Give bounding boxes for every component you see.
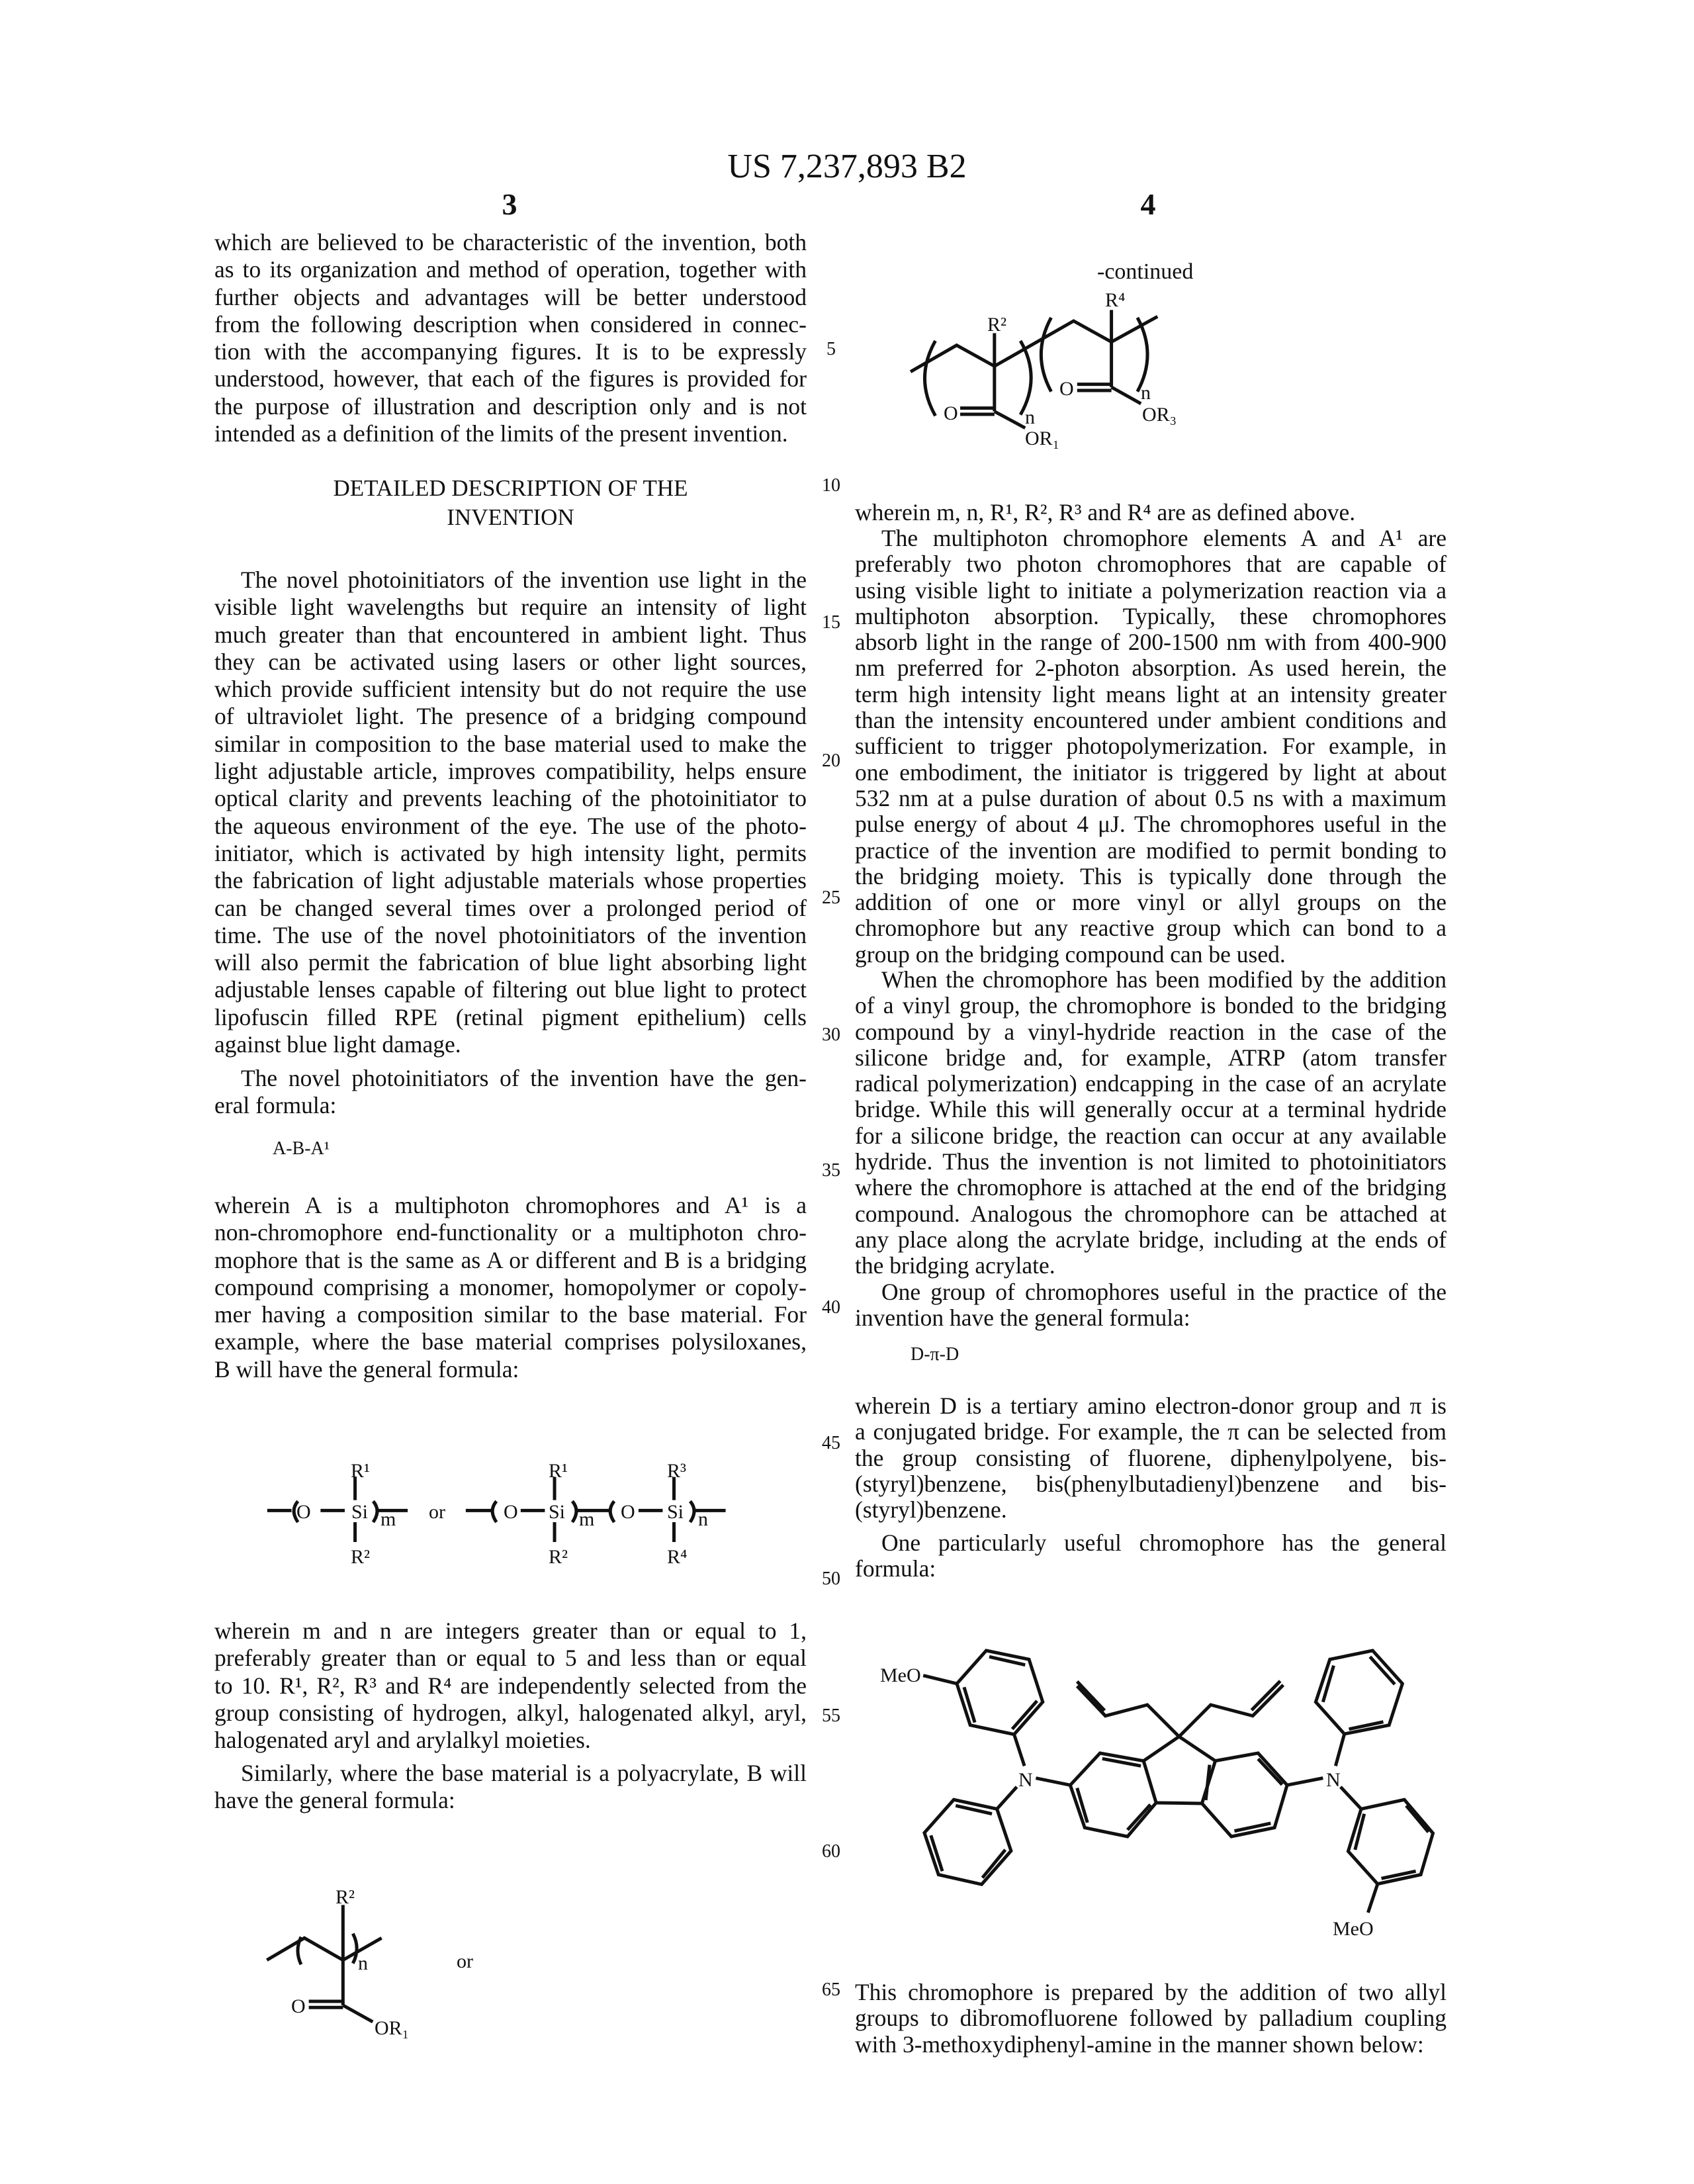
or-label: or <box>429 1501 445 1523</box>
text-line: the fabrication of light adjustable materials whose properties <box>214 867 807 894</box>
subscript-n: n <box>1141 382 1151 404</box>
text-line: will also permit the fabrication of blue light absorbing light <box>214 949 807 976</box>
text-line: The novel photoinitiators of the invention have the gen- <box>214 1065 807 1092</box>
silicon-label: Si <box>549 1501 565 1523</box>
line-number: 45 <box>811 1433 851 1454</box>
line-number: 25 <box>811 887 851 909</box>
silicon-label: Si <box>667 1501 684 1523</box>
section-heading <box>214 474 807 532</box>
text-line: time. The use of the novel photoinitiators of the invention <box>214 922 807 949</box>
text-line: practice of the invention are modified to permit bonding to <box>855 838 1447 864</box>
paragraph-photoinitiators <box>214 567 807 1058</box>
subscript-n: n <box>698 1508 708 1530</box>
text-line: optical clarity and prevents leaching of the photoinitiator to <box>214 785 807 812</box>
line-number: 10 <box>811 475 851 496</box>
line-number: 15 <box>811 612 851 633</box>
subscript-m: m <box>380 1508 396 1530</box>
text-line: wherein m, n, R¹, R², R³ and R⁴ are as defined above. <box>855 500 1447 525</box>
line-number: 40 <box>811 1297 851 1318</box>
text-line: wherein D is a tertiary amino electron-donor group and π is <box>855 1393 1447 1419</box>
text-line: groups to dibromofluorene followed by palladium coupling <box>855 2005 1447 2031</box>
text-line: Similarly, where the base material is a polyacrylate, B will <box>214 1760 807 1787</box>
text-line: absorb light in the range of 200-1500 nm with from 400-900 <box>855 629 1447 655</box>
continued-label: -continued <box>1097 259 1193 285</box>
text-line: the purpose of illustration and description only and is not <box>214 393 807 420</box>
text-line: with 3-methoxydiphenyl-amine in the manner shown below: <box>855 2032 1447 2058</box>
text-line: nm preferred for 2-photon absorption. As used herein, the <box>855 655 1447 681</box>
text-line: One group of chromophores useful in the practice of the <box>855 1279 1447 1305</box>
line-number: 60 <box>811 1841 851 1862</box>
text-line: term high intensity light means light at an intensity greater <box>855 682 1447 707</box>
column-number-right: 4 <box>1128 187 1168 222</box>
text-line: This chromophore is prepared by the addition of two allyl <box>855 1979 1447 2005</box>
paragraph-vinyl <box>855 967 1447 1279</box>
r4-label: R⁴ <box>667 1546 687 1568</box>
text-line: preferably greater than or equal to 5 and less than or equal <box>214 1645 807 1672</box>
patent-number: US 7,237,893 B2 <box>0 147 1694 186</box>
line-number: 20 <box>811 751 851 772</box>
text-line: (styryl)benzene, bis(phenylbutadienyl)benzene and bis- <box>855 1471 1447 1497</box>
r3-label: R³ <box>667 1460 686 1482</box>
subscript-n: n <box>1025 406 1035 428</box>
text-line: halogenated aryl and arylalkyl moieties. <box>214 1727 807 1754</box>
r2-label: R² <box>351 1546 370 1568</box>
text-line: the bridging moiety. This is typically done through the <box>855 864 1447 889</box>
text-line: further objects and advantages will be better understood <box>214 284 807 311</box>
paragraph-polyacrylate <box>214 1760 807 1815</box>
paragraph-general-formula <box>214 1065 807 1120</box>
text-line: a conjugated bridge. For example, the π can be selected from <box>855 1419 1447 1445</box>
text-line: lipofuscin filled RPE (retinal pigment epithelium) cells <box>214 1004 807 1031</box>
text-line: 532 nm at a pulse duration of about 0.5 ns with a maximum <box>855 786 1447 811</box>
paragraph-useful-chromophore <box>855 1530 1447 1582</box>
methoxy-label: MeO <box>1333 1918 1374 1940</box>
text-line: similar in composition to the base material used to make the <box>214 731 807 758</box>
text-line: the aqueous environment of the eye. The use of the photo- <box>214 813 807 840</box>
or-label: or <box>457 1950 473 1972</box>
siloxane-formula <box>267 1460 726 1568</box>
text-line: where the chromophore is attached at the end of the bridging <box>855 1175 1447 1201</box>
oxygen-label: O <box>621 1501 635 1523</box>
paragraph-wherein-m-n <box>214 1617 807 1754</box>
oxygen-label: O <box>296 1501 311 1523</box>
line-number: 5 <box>811 339 851 360</box>
formula-a-b-a1: A-B-A¹ <box>273 1138 330 1160</box>
line-number: 50 <box>811 1569 851 1590</box>
or3-label: OR₃ <box>1142 404 1177 426</box>
text-line: preferably two photon chromophores that are capable of <box>855 551 1447 577</box>
text-line: adjustable lenses capable of filtering out blue light to protect <box>214 976 807 1003</box>
text-line: which are believed to be characteristic of the invention, both <box>214 229 807 256</box>
nitrogen-label: N <box>1326 1769 1341 1791</box>
text-line: B will have the general formula: <box>214 1356 807 1383</box>
text-line: hydride. Thus the invention is not limited to photoinitiators <box>855 1149 1447 1175</box>
text-line: for a silicone bridge, the reaction can occur at any available <box>855 1123 1447 1149</box>
paragraph-preparation <box>855 1979 1447 2058</box>
line-number: 55 <box>811 1706 851 1727</box>
r2-label: R² <box>987 314 1006 336</box>
text-line: non-chromophore end-functionality or a multiphoton chro- <box>214 1219 807 1246</box>
or1-label: OR₁ <box>375 2017 409 2039</box>
text-line: any place along the acrylate bridge, including at the ends of <box>855 1227 1447 1253</box>
oxygen-label: O <box>504 1501 518 1523</box>
text-line: than the intensity encountered under ambient conditions and <box>855 707 1447 733</box>
methoxy-label: MeO <box>880 1664 921 1686</box>
text-line: light adjustable article, improves compatibility, helps ensure <box>214 758 807 785</box>
r1-label: R¹ <box>351 1460 370 1482</box>
text-line: mer having a composition similar to the base material. For <box>214 1301 807 1328</box>
text-line: silicone bridge and, for example, ATRP (atom transfer <box>855 1045 1447 1071</box>
line-number: 35 <box>811 1160 851 1181</box>
r1-label: R¹ <box>549 1460 568 1482</box>
nitrogen-label: N <box>1018 1769 1033 1791</box>
text-line: compound. Analogous the chromophore can be attached at <box>855 1201 1447 1227</box>
text-line: sufficient to trigger photopolymerization. For example, in <box>855 733 1447 759</box>
text-line: compound comprising a monomer, homopolymer or copoly- <box>214 1274 807 1301</box>
text-line: tion with the accompanying figures. It is to be expressly <box>214 338 807 365</box>
text-line: wherein A is a multiphoton chromophores and A¹ is a <box>214 1192 807 1219</box>
text-line: chromophore but any reactive group which can bond to a <box>855 915 1447 941</box>
paragraph-as-defined <box>855 500 1447 525</box>
text-line: multiphoton absorption. Typically, these chromophores <box>855 604 1447 629</box>
paragraph-wherein-a <box>214 1192 807 1383</box>
text-line: When the chromophore has been modified by the addition <box>855 967 1447 993</box>
text-line: group consisting of hydrogen, alkyl, halogenated alkyl, aryl, <box>214 1700 807 1727</box>
text-line: which provide sufficient intensity but do not require the use <box>214 676 807 703</box>
r2-label: R² <box>549 1546 568 1568</box>
r2-label: R² <box>335 1886 355 1908</box>
text-line: much greater than that encountered in ambient light. Thus <box>214 621 807 649</box>
subscript-m: m <box>579 1508 594 1530</box>
text-line: to 10. R¹, R², R³ and R⁴ are independently selected from the <box>214 1672 807 1700</box>
text-line: example, where the base material comprises polysiloxanes, <box>214 1328 807 1355</box>
text-line: understood, however, that each of the figures is provided for <box>214 365 807 392</box>
text-line: (styryl)benzene. <box>855 1497 1447 1523</box>
heading-line: DETAILED DESCRIPTION OF THE <box>214 474 807 503</box>
text-line: they can be activated using lasers or other light sources, <box>214 649 807 676</box>
paragraph-intro-continued <box>214 229 807 447</box>
subscript-n: n <box>358 1952 368 1974</box>
text-line: eral formula: <box>214 1092 807 1119</box>
text-line: initiator, which is activated by high intensity light, permits <box>214 840 807 867</box>
text-line: intended as a definition of the limits of the present invention. <box>214 420 807 447</box>
or1-label: OR₁ <box>1025 428 1059 449</box>
text-line: invention have the general formula: <box>855 1305 1447 1331</box>
text-line: of ultraviolet light. The presence of a bridging compound <box>214 703 807 730</box>
oxygen-label: O <box>944 402 958 424</box>
text-line: mophore that is the same as A or different and B is a bridging <box>214 1247 807 1274</box>
oxygen-label: O <box>291 1995 306 2017</box>
text-line: have the general formula: <box>214 1787 807 1814</box>
paragraph-multiphoton <box>855 525 1447 968</box>
text-line: group on the bridging compound can be used. <box>855 942 1447 968</box>
heading-line: INVENTION <box>214 503 807 532</box>
text-line: visible light wavelengths but require an intensity of light <box>214 594 807 621</box>
text-line: The multiphoton chromophore elements A and A¹ are <box>855 525 1447 551</box>
text-line: can be changed several times over a prolonged period of <box>214 895 807 922</box>
column-number-left: 3 <box>490 187 529 222</box>
text-line: as to its organization and method of operation, together with <box>214 256 807 283</box>
line-number: 65 <box>811 1979 851 2001</box>
text-line: addition of one or more vinyl or allyl groups on the <box>855 889 1447 915</box>
text-line: from the following description when considered in connec- <box>214 311 807 338</box>
line-number: 30 <box>811 1024 851 1046</box>
text-line: bridge. While this will generally occur at a terminal hydride <box>855 1097 1447 1122</box>
silicon-label: Si <box>351 1501 368 1523</box>
text-line: against blue light damage. <box>214 1031 807 1058</box>
text-line: radical polymerization) endcapping in the case of an acrylate <box>855 1071 1447 1097</box>
text-line: The novel photoinitiators of the invention use light in the <box>214 567 807 594</box>
r4-label: R⁴ <box>1105 289 1125 311</box>
text-line: One particularly useful chromophore has the general <box>855 1530 1447 1556</box>
fluorene-chromophore-structure <box>880 1651 1433 1940</box>
text-line: pulse energy of about 4 μJ. The chromophores useful in the <box>855 811 1447 837</box>
paragraph-chromophore-group <box>855 1279 1447 1332</box>
text-line: compound by a vinyl-hydride reaction in the case of the <box>855 1019 1447 1045</box>
text-line: one embodiment, the initiator is triggered by light at about <box>855 760 1447 786</box>
text-line: the bridging acrylate. <box>855 1253 1447 1279</box>
text-line: formula: <box>855 1556 1447 1582</box>
text-line: using visible light to initiate a polymerization reaction via a <box>855 578 1447 604</box>
acrylate-formula <box>267 1886 473 2039</box>
text-line: of a vinyl group, the chromophore is bonded to the bridging <box>855 993 1447 1019</box>
acrylate-copolymer-formula <box>911 289 1177 449</box>
text-line: wherein m and n are integers greater than or equal to 1, <box>214 1617 807 1645</box>
formula-d-pi-d: D-π-D <box>911 1344 959 1365</box>
oxygen-label: O <box>1059 378 1074 400</box>
text-line: the group consisting of fluorene, diphenylpolyene, bis- <box>855 1445 1447 1471</box>
paragraph-wherein-d <box>855 1393 1447 1523</box>
